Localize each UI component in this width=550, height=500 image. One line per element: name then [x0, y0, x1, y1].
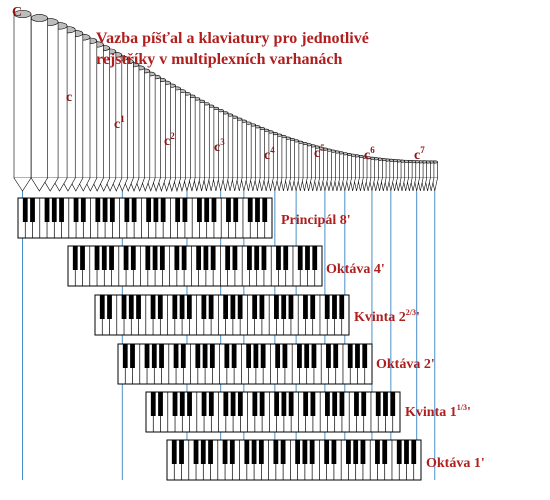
- black-key: [151, 392, 156, 416]
- black-key: [348, 344, 353, 368]
- register-label-kvinta-2-2-3: Kvinta $2^{2/3}'$: [354, 308, 420, 325]
- black-key: [224, 344, 229, 368]
- black-key: [203, 246, 208, 270]
- black-key: [209, 392, 214, 416]
- black-key: [226, 198, 231, 222]
- black-key: [376, 392, 381, 416]
- black-key: [339, 295, 344, 319]
- black-key: [136, 295, 141, 319]
- black-key: [23, 198, 28, 222]
- black-key: [276, 246, 281, 270]
- note-label-c5: $c^5$: [314, 143, 325, 161]
- black-key: [179, 440, 184, 464]
- black-key: [131, 246, 136, 270]
- black-key: [124, 198, 129, 222]
- black-key: [202, 392, 207, 416]
- black-key: [305, 246, 310, 270]
- black-key: [312, 246, 317, 270]
- black-key: [158, 295, 163, 319]
- register-label-oktava-1: Oktáva 1': [426, 456, 485, 471]
- note-label-C: C: [12, 5, 23, 20]
- black-key: [103, 198, 108, 222]
- note-label-c6: $c^6$: [364, 145, 375, 163]
- black-key: [110, 198, 115, 222]
- black-key: [355, 344, 360, 368]
- black-key: [174, 344, 179, 368]
- black-key: [30, 198, 35, 222]
- black-key: [132, 198, 137, 222]
- black-key: [283, 246, 288, 270]
- black-key: [332, 295, 337, 319]
- black-key: [281, 440, 286, 464]
- organ-pipe: [14, 10, 31, 191]
- black-key: [173, 392, 178, 416]
- note-label-c: c: [66, 90, 73, 105]
- diagram-title-line-1: Vazba píšťal a klaviatury pro jednotlivé: [96, 30, 369, 47]
- black-key: [325, 295, 330, 319]
- black-key: [195, 344, 200, 368]
- black-key: [81, 198, 86, 222]
- black-key: [361, 440, 366, 464]
- black-key: [172, 295, 177, 319]
- register-label-oktava-4: Oktáva 4': [326, 262, 385, 277]
- black-key: [233, 246, 238, 270]
- black-key: [311, 392, 316, 416]
- black-key: [275, 344, 280, 368]
- black-key: [411, 440, 416, 464]
- black-key: [102, 246, 107, 270]
- black-key: [298, 246, 303, 270]
- black-key: [175, 198, 180, 222]
- black-key: [252, 392, 257, 416]
- black-key: [295, 440, 300, 464]
- black-key: [404, 440, 409, 464]
- black-key: [233, 198, 238, 222]
- black-key: [187, 392, 192, 416]
- black-key: [209, 295, 214, 319]
- register-label-principal-8: Principál 8': [281, 213, 351, 228]
- keyboard: [118, 344, 372, 384]
- note-label-c3: $c^3$: [214, 137, 225, 155]
- black-key: [223, 440, 228, 464]
- black-key: [252, 440, 257, 464]
- black-key: [238, 392, 243, 416]
- black-key: [160, 246, 165, 270]
- black-key: [362, 344, 367, 368]
- black-key: [208, 440, 213, 464]
- black-key: [232, 344, 237, 368]
- black-key: [274, 392, 279, 416]
- black-key: [124, 246, 129, 270]
- diagram-title-line-2: rejstříky v multiplexních varhanách: [96, 51, 343, 68]
- black-key: [204, 198, 209, 222]
- black-key: [231, 392, 236, 416]
- black-key: [172, 440, 177, 464]
- black-key: [52, 198, 57, 222]
- black-key: [201, 295, 206, 319]
- black-key: [340, 392, 345, 416]
- black-key: [397, 440, 402, 464]
- black-key: [225, 246, 230, 270]
- black-key: [182, 246, 187, 270]
- black-key: [45, 198, 50, 222]
- black-key: [187, 295, 192, 319]
- black-key: [180, 295, 185, 319]
- black-key: [289, 392, 294, 416]
- black-key: [281, 295, 286, 319]
- black-key: [333, 344, 338, 368]
- black-key: [180, 392, 185, 416]
- black-key: [174, 246, 179, 270]
- black-key: [325, 392, 330, 416]
- register-label-kvinta-1-1-3: Kvinta $1^{1/3}'$: [405, 403, 471, 420]
- black-key: [260, 295, 265, 319]
- black-key: [354, 392, 359, 416]
- black-key: [310, 295, 315, 319]
- black-key: [152, 344, 157, 368]
- black-key: [145, 246, 150, 270]
- black-key: [332, 392, 337, 416]
- black-key: [253, 344, 258, 368]
- black-key: [146, 198, 151, 222]
- keyboard: [68, 246, 322, 286]
- black-key: [107, 295, 112, 319]
- black-key: [159, 344, 164, 368]
- black-key: [382, 440, 387, 464]
- black-key: [80, 246, 85, 270]
- black-key: [283, 344, 288, 368]
- black-key: [383, 392, 388, 416]
- note-label-c1: $c^1$: [114, 114, 125, 132]
- black-key: [353, 440, 358, 464]
- black-key: [223, 392, 228, 416]
- black-key: [153, 246, 158, 270]
- black-key: [332, 440, 337, 464]
- black-key: [122, 295, 127, 319]
- black-key: [246, 344, 251, 368]
- black-key: [212, 198, 217, 222]
- black-key: [74, 198, 79, 222]
- keyboard: [167, 440, 421, 480]
- organ-pipe: [31, 14, 47, 191]
- black-key: [248, 198, 253, 222]
- black-key: [211, 246, 216, 270]
- black-key: [130, 344, 135, 368]
- black-key: [304, 344, 309, 368]
- black-key: [223, 295, 228, 319]
- black-key: [346, 440, 351, 464]
- black-key: [73, 246, 78, 270]
- black-key: [254, 246, 259, 270]
- black-key: [260, 392, 265, 416]
- black-key: [244, 440, 249, 464]
- black-key: [196, 246, 201, 270]
- register-label-oktava-2: Oktáva 2': [376, 357, 435, 372]
- black-key: [158, 392, 163, 416]
- note-label-c2: $c^2$: [164, 131, 175, 149]
- black-key: [259, 440, 264, 464]
- black-key: [261, 344, 266, 368]
- black-key: [109, 246, 114, 270]
- black-key: [129, 295, 134, 319]
- black-key: [197, 198, 202, 222]
- black-key: [95, 246, 100, 270]
- black-key: [289, 295, 294, 319]
- black-key: [310, 440, 315, 464]
- black-key: [230, 295, 235, 319]
- black-key: [255, 198, 260, 222]
- black-key: [303, 295, 308, 319]
- black-key: [59, 198, 64, 222]
- black-key: [252, 295, 257, 319]
- keyboard: [95, 295, 349, 335]
- black-key: [238, 295, 243, 319]
- black-key: [145, 344, 150, 368]
- black-key: [375, 440, 380, 464]
- black-key: [302, 440, 307, 464]
- black-key: [151, 295, 156, 319]
- black-key: [201, 440, 206, 464]
- black-key: [183, 198, 188, 222]
- black-key: [281, 392, 286, 416]
- black-key: [326, 344, 331, 368]
- black-key: [303, 392, 308, 416]
- black-key: [153, 198, 158, 222]
- black-key: [203, 344, 208, 368]
- black-key: [312, 344, 317, 368]
- black-key: [297, 344, 302, 368]
- keyboard: [18, 198, 272, 238]
- black-key: [194, 440, 199, 464]
- black-key: [100, 295, 105, 319]
- keyboard: [146, 392, 400, 432]
- note-label-c7: $c^7$: [414, 145, 425, 163]
- black-key: [123, 344, 128, 368]
- black-key: [95, 198, 100, 222]
- black-key: [274, 295, 279, 319]
- black-key: [262, 198, 267, 222]
- black-key: [361, 392, 366, 416]
- black-key: [210, 344, 215, 368]
- black-key: [230, 440, 235, 464]
- black-key: [324, 440, 329, 464]
- black-key: [273, 440, 278, 464]
- black-key: [390, 392, 395, 416]
- keyboards: [18, 198, 421, 480]
- black-key: [161, 198, 166, 222]
- black-key: [181, 344, 186, 368]
- note-label-c4: $c^4$: [264, 145, 275, 163]
- black-key: [247, 246, 252, 270]
- black-key: [262, 246, 267, 270]
